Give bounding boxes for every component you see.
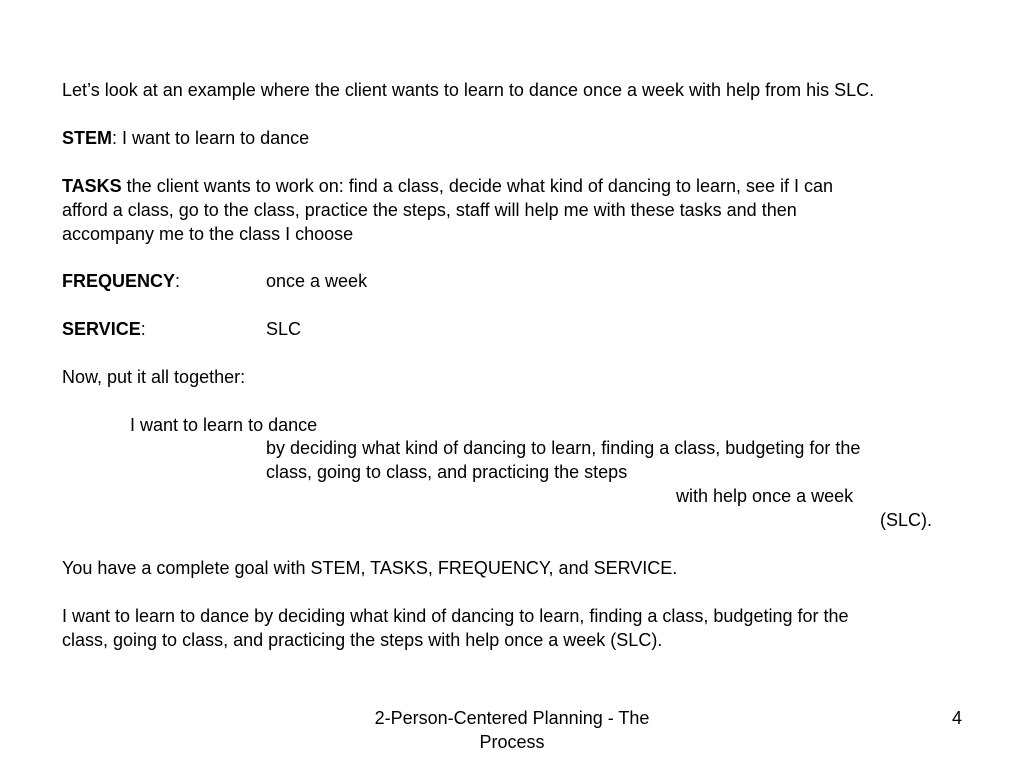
page-number: 4 — [951, 708, 962, 728]
put-together-text: Now, put it all together: — [62, 367, 246, 387]
service-line — [62, 318, 146, 340]
tasks-line-2: afford a class, go to the class, practice the steps, staff will help me with these tasks and then — [62, 200, 797, 220]
tasks-label: TASKS — [62, 176, 122, 196]
frequency-line — [62, 270, 180, 292]
footer-title — [340, 706, 684, 754]
service-colon: : — [140, 319, 146, 339]
goal-service: (SLC). — [880, 510, 933, 530]
tasks-line-1 — [62, 175, 833, 197]
stem-text: : I want to learn to dance — [112, 128, 310, 148]
tasks-line-3: accompany me to the class I choose — [62, 224, 354, 244]
service-label: SERVICE — [62, 319, 141, 339]
goal-frequency: with help once a week — [676, 486, 854, 506]
footer-title-line-2: Process — [479, 732, 545, 752]
tasks-text-1: the client wants to work on: find a class, decide what kind of dancing to learn, see if I can — [121, 176, 834, 196]
goal-stem: I want to learn to dance — [130, 415, 318, 435]
frequency-colon: : — [175, 271, 181, 291]
stem-line — [62, 127, 309, 149]
service-value: SLC — [266, 319, 302, 339]
goal-tasks-line-1: by deciding what kind of dancing to learn, finding a class, budgeting for the — [266, 438, 861, 458]
frequency-value: once a week — [266, 271, 368, 291]
complete-goal-text: You have a complete goal with STEM, TASKS, FREQUENCY, and SERVICE. — [62, 558, 678, 578]
stem-label: STEM — [62, 128, 113, 148]
frequency-label: FREQUENCY — [62, 271, 176, 291]
goal-tasks-line-2: class, going to class, and practicing the steps — [266, 462, 628, 482]
final-goal-line-1: I want to learn to dance by deciding what kind of dancing to learn, finding a class, budgeting for the — [62, 606, 849, 626]
intro-text: Let’s look at an example where the client wants to learn to dance once a week with help from his SLC. — [62, 80, 875, 100]
footer-title-line-1: 2-Person-Centered Planning - The — [374, 708, 650, 728]
final-goal-line-2: class, going to class, and practicing the steps with help once a week (SLC). — [62, 630, 663, 650]
